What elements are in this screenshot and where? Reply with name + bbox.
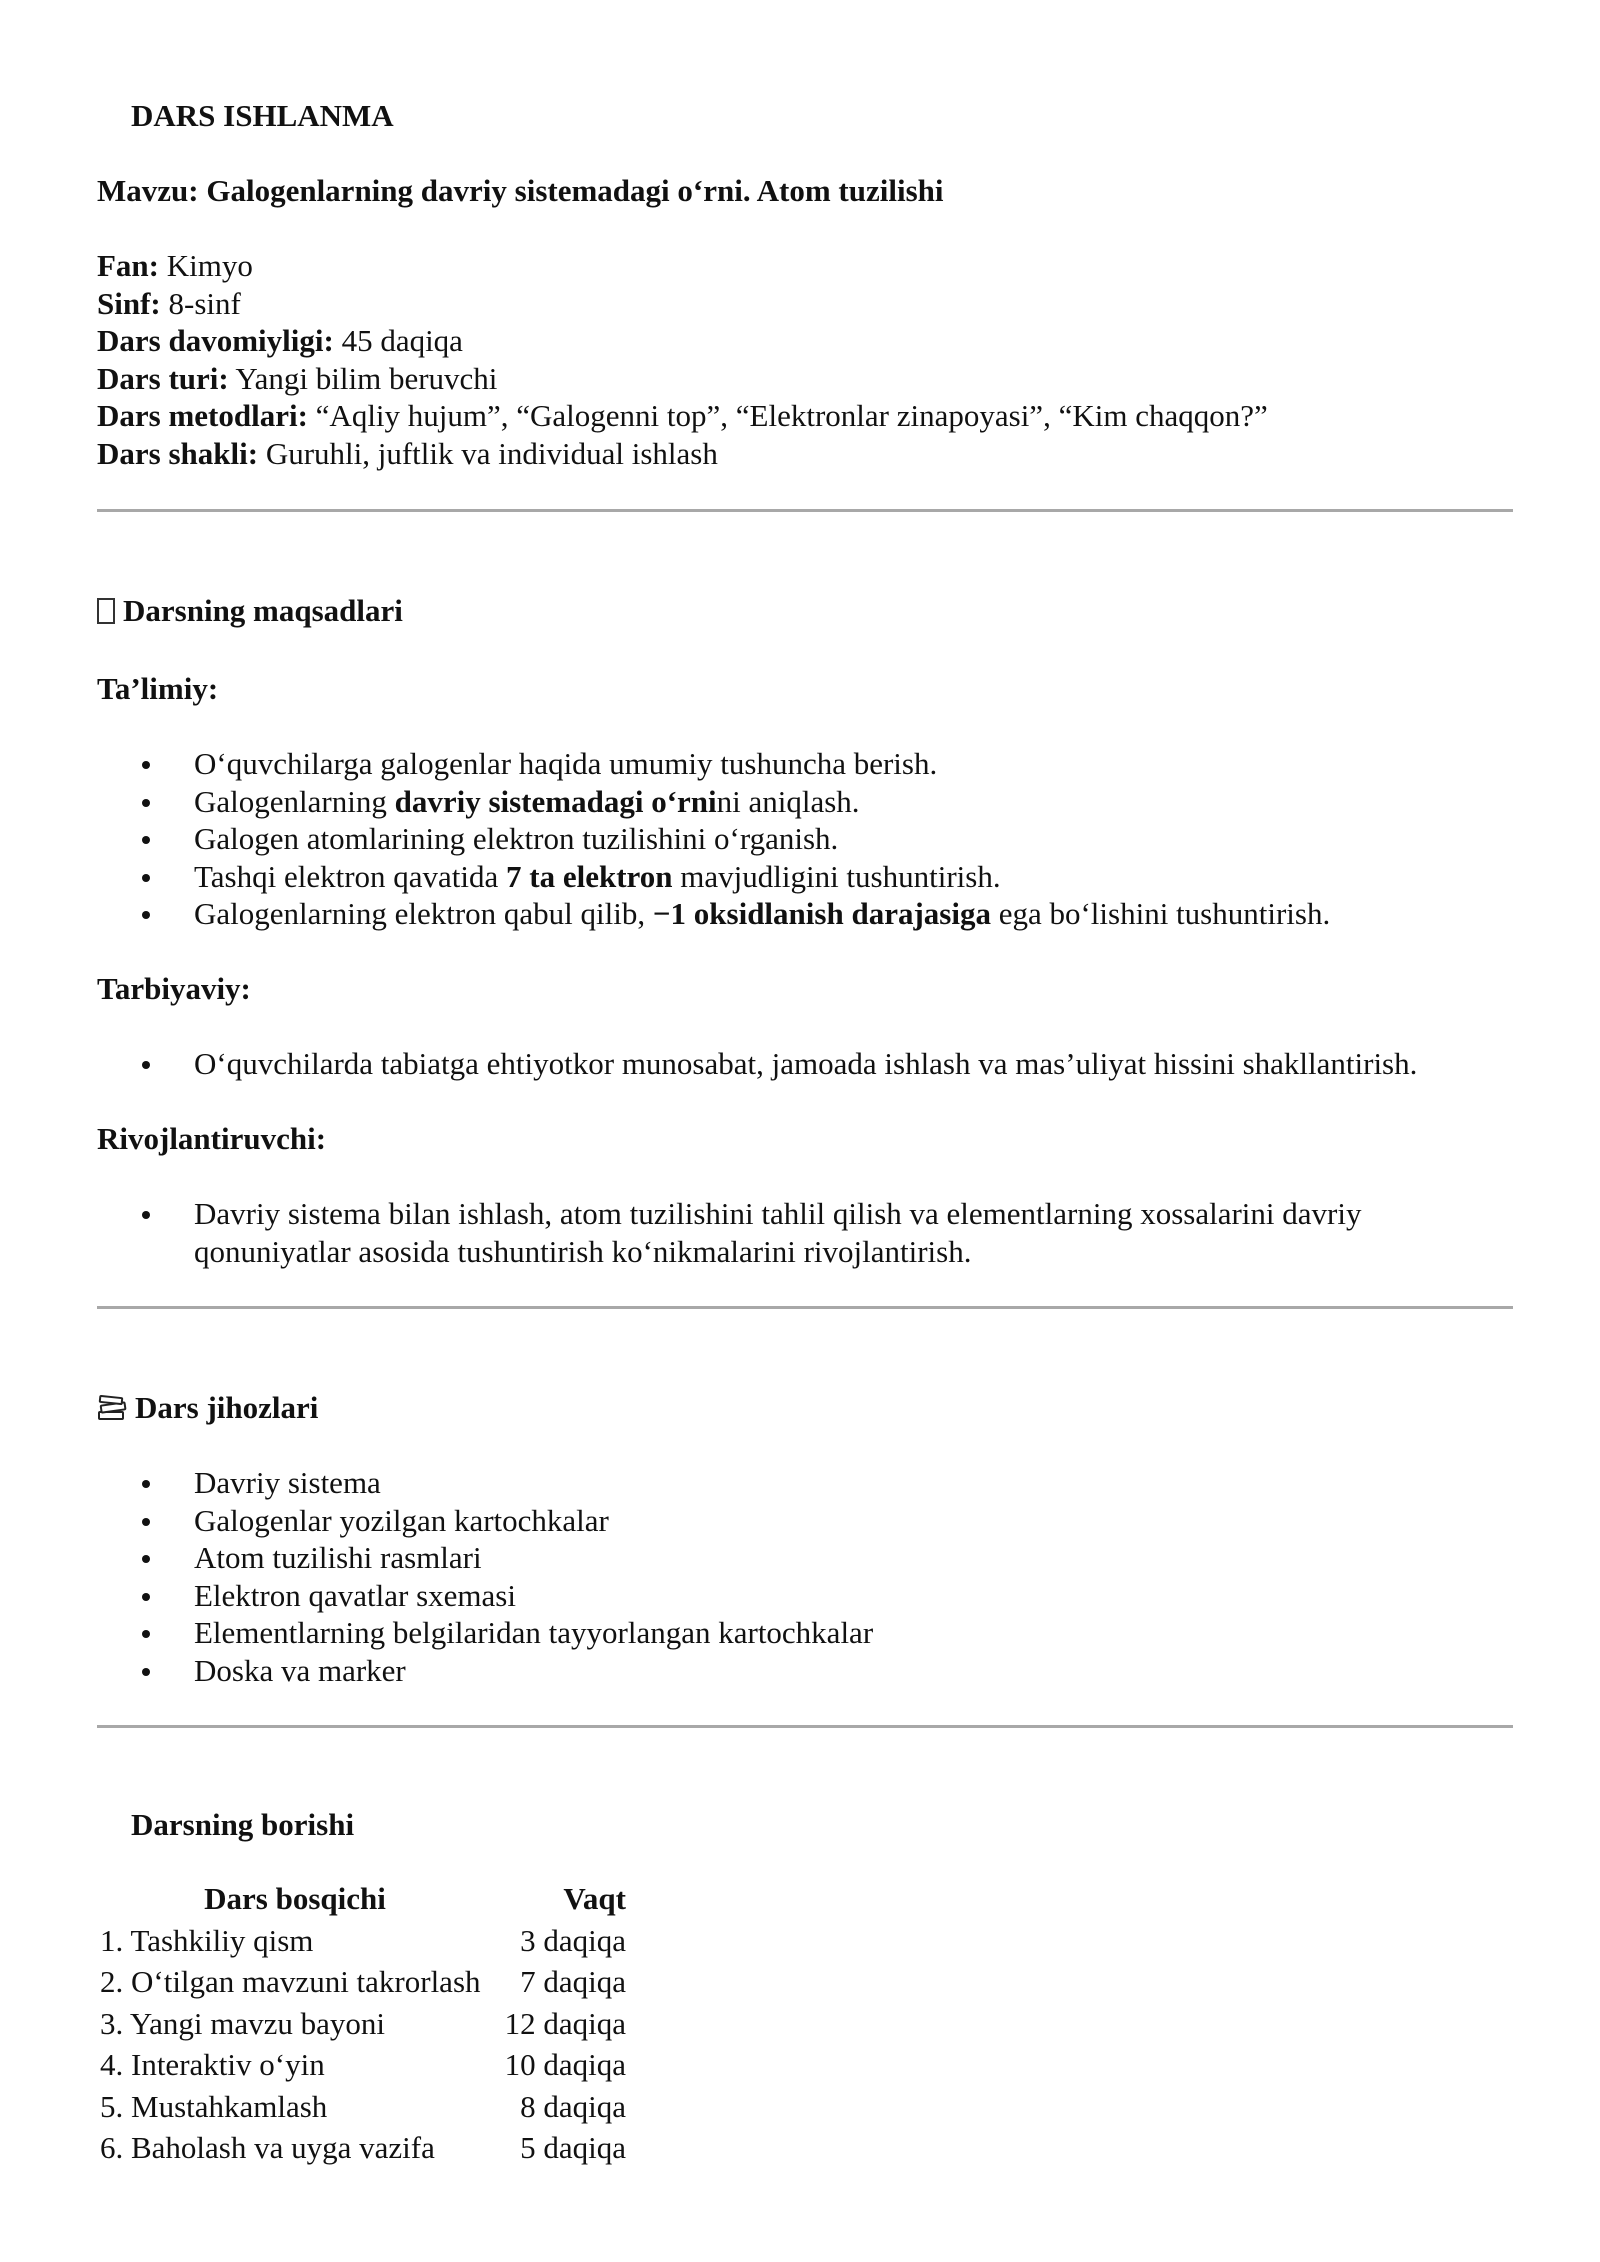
list-item: Galogenlar yozilgan kartochkalar bbox=[97, 1502, 873, 1540]
bullet-icon bbox=[142, 1061, 150, 1069]
bullet-icon bbox=[142, 836, 150, 844]
table-row bbox=[97, 2127, 629, 2169]
time-cell: 12 daqiqa bbox=[504, 2005, 626, 2041]
missing-glyph-icon bbox=[97, 598, 115, 624]
list-item: Davriy sistema bbox=[97, 1464, 873, 1502]
talimiy-heading: Ta’limiy: bbox=[97, 671, 219, 706]
document-title: DARS ISHLANMA bbox=[131, 98, 394, 133]
list-item: Elektron qavatlar sxemasi bbox=[97, 1577, 873, 1615]
topic-line bbox=[97, 173, 944, 209]
meta-sinf: Sinf: 8-sinf bbox=[97, 285, 241, 321]
tarbiyaviy-heading: Tarbiyaviy: bbox=[97, 971, 251, 1006]
stage-cell: 6. Baholash va uyga vazifa bbox=[100, 2130, 435, 2165]
time-cell: 7 daqiqa bbox=[520, 1964, 626, 1999]
bullet-icon bbox=[142, 1518, 150, 1526]
divider-1 bbox=[97, 509, 1513, 512]
bullet-icon bbox=[142, 761, 150, 769]
stage-cell: 2. O‘tilgan mavzuni takrorlash bbox=[100, 1964, 481, 1999]
stage-cell: 4. Interaktiv o‘yin bbox=[100, 2047, 325, 2082]
bullet-icon bbox=[142, 1480, 150, 1488]
time-cell: 5 daqiqa bbox=[520, 2130, 626, 2165]
talimiy-list bbox=[97, 745, 1330, 933]
meta-davomiylik: Dars davomiyligi: 45 daqiqa bbox=[97, 323, 463, 358]
time-cell: 10 daqiqa bbox=[504, 2047, 626, 2082]
rivoj-heading: Rivojlantiruvchi: bbox=[97, 1121, 327, 1156]
meta-fan: Fan: Kimyo bbox=[97, 248, 253, 283]
bullet-icon bbox=[142, 1593, 150, 1601]
list-item: Davriy sistema bilan ishlash, atom tuzilishini tahlil qilish va elementlarning xossalarini davriy qonuniyatlar asosida tushuntirish ko‘nikmalarini rivojlantirish. bbox=[97, 1195, 1361, 1270]
stage-cell: 3. Yangi mavzu bayoni bbox=[100, 2005, 386, 2041]
col-time-header: Vaqt bbox=[563, 1881, 626, 1916]
divider-2 bbox=[97, 1306, 1513, 1309]
equipment-heading: Dars jihozlari bbox=[97, 1390, 318, 1426]
table-row bbox=[97, 1920, 629, 1962]
table-row bbox=[97, 2086, 629, 2128]
table-header-row bbox=[97, 1878, 629, 1920]
bullet-icon bbox=[142, 1211, 150, 1219]
list-item: Atom tuzilishi rasmlari bbox=[97, 1539, 873, 1577]
bullet-icon bbox=[142, 1668, 150, 1676]
stage-cell: 1. Tashkiliy qism bbox=[100, 1922, 314, 1958]
col-stage-header: Dars bosqichi bbox=[204, 1881, 386, 1916]
goals-heading: Darsning maqsadlari bbox=[97, 593, 403, 629]
tarbiyaviy-list bbox=[97, 1045, 1417, 1083]
list-item: Tashqi elektron qavatida 7 ta elektron mavjudligini tushuntirish. bbox=[97, 858, 1330, 896]
list-item: O‘quvchilarda tabiatga ehtiyotkor munosabat, jamoada ishlash va mas’uliyat hissini shakllantirish. bbox=[97, 1045, 1417, 1083]
meta-shakl: Dars shakli: Guruhli, juftlik va individual ishlash bbox=[97, 435, 718, 471]
bullet-icon bbox=[142, 1630, 150, 1638]
lesson-meta bbox=[97, 247, 1268, 472]
table-row bbox=[97, 1961, 629, 2003]
topic-label: Mavzu: bbox=[97, 173, 199, 208]
list-item: Galogen atomlarining elektron tuzilishini o‘rganish. bbox=[97, 820, 1330, 858]
books-icon bbox=[97, 1394, 127, 1422]
list-item: Galogenlarning davriy sistemadagi o‘rnini aniqlash. bbox=[97, 783, 1330, 821]
time-cell: 3 daqiqa bbox=[520, 1922, 626, 1958]
table-row bbox=[97, 2044, 629, 2086]
bullet-icon bbox=[142, 874, 150, 882]
meta-metodlar: Dars metodlari: “Aqliy hujum”, “Galogenni top”, “Elektronlar zinapoyasi”, “Kim chaqqon?” bbox=[97, 398, 1268, 433]
course-heading: Darsning borishi bbox=[131, 1807, 355, 1842]
bullet-icon bbox=[142, 799, 150, 807]
list-item: O‘quvchilarga galogenlar haqida umumiy tushuncha berish. bbox=[97, 745, 1330, 783]
time-cell: 8 daqiqa bbox=[520, 2088, 626, 2124]
course-table bbox=[97, 1878, 629, 2169]
topic-value: Galogenlarning davriy sistemadagi o‘rni. Atom tuzilishi bbox=[206, 173, 944, 208]
list-item: Doska va marker bbox=[97, 1652, 873, 1690]
equipment-list bbox=[97, 1464, 873, 1689]
bullet-icon bbox=[142, 911, 150, 919]
table-row bbox=[97, 2003, 629, 2045]
rivoj-list bbox=[97, 1195, 1361, 1270]
bullet-icon bbox=[142, 1555, 150, 1563]
stage-cell: 5. Mustahkamlash bbox=[100, 2088, 328, 2124]
divider-3 bbox=[97, 1725, 1513, 1728]
list-item: Elementlarning belgilaridan tayyorlangan kartochkalar bbox=[97, 1614, 873, 1652]
meta-turi: Dars turi: Yangi bilim beruvchi bbox=[97, 360, 498, 396]
list-item: Galogenlarning elektron qabul qilib, −1 oksidlanish darajasiga ega bo‘lishini tushuntirish. bbox=[97, 895, 1330, 933]
